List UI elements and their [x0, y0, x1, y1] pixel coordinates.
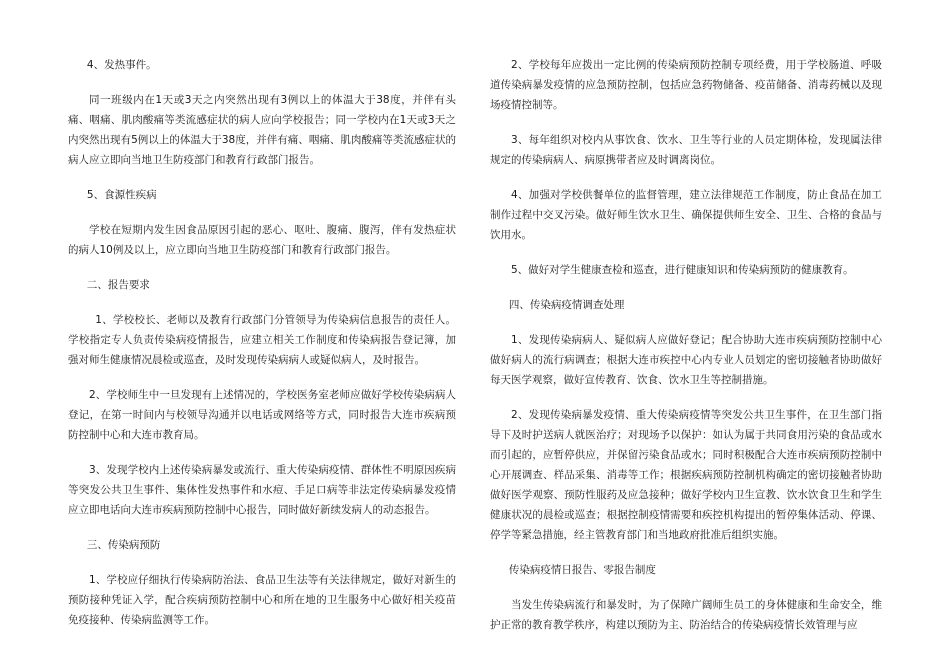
- paragraph-investigation-1: 1、发现传染病病人、疑似病人应做好登记；配合协助大连市疾病预防控制中心做好病人的流行病调查；根据大连市疾控中心内专业人员划定的密切接触者协助做好每天医学观察，做好宣传教育、饮食、饮水卫生等控制措施。: [490, 334, 882, 386]
- paragraph-report-1: 1、学校校长、老师以及教育行政部门分管领导为传染病信息报告的责任人。学校指定专人负责传染病疫情报告，应建立相关工作制度和传染病报告登记簿，加强对师生健康情况晨检或巡查，及时发现传染病病人或疑似病人，及时报告。: [68, 314, 456, 366]
- left-column: [68, 55, 456, 645]
- paragraph-fever-event: 同一班级内在1天或3天之内突然出现有3例以上的体温大于38度，并伴有头痛、咽痛、肌肉酸痛等类流感症状的病人应向学校报告；同一学校内在1天或3天之内突然出现有5例以上的体温大于38度，并伴有痛、咽痛、肌肉酸痛等类流感症状的病人应立即向当地卫生防疫部门和教育行政部门报告。: [68, 94, 456, 166]
- heading-daily-report: 传染病疫情日报告、零报告制度: [508, 564, 656, 576]
- right-column: [490, 55, 882, 635]
- heading-report-requirements: 二、报告要求: [86, 279, 150, 291]
- heading-investigation: 四、传染病疫情调查处理: [508, 299, 625, 311]
- paragraph-daily-report: 当发生传染病流行和暴发时，为了保障广阔师生员工的身体健康和生命安全，维护正常的教育教学秩序，构建以预防为主、防治结合的传染病疫情长效管理与应: [490, 599, 882, 631]
- paragraph-prevention-3: 3、每年组织对校内从事饮食、饮水、卫生等行业的人员定期体检，发现属法律规定的传染病病人、病原携带者应及时调离岗位。: [490, 134, 882, 166]
- paragraph-report-3: 3、发现学校内上述传染病暴发或流行、重大传染病疫情、群体性不明原因疾病等突发公共卫生事件、集体性发热事件和水痘、手足口病等非法定传染病暴发疫情应立即电话向大连市疾病预防控制中心报告，同时做好新续发病人的动态报告。: [68, 464, 456, 516]
- paragraph-report-2: 2、学校师生中一旦发现有上述情况的，学校医务室老师应做好学校传染病病人登记，在第一时间内与校领导沟通并以电话或网络等方式，同时报告大连市疾病预防控制中心和大连市教育局。: [68, 389, 456, 441]
- paragraph-prevention-5: 5、做好对学生健康查检和巡查，进行健康知识和传染病预防的健康教育。: [511, 264, 854, 276]
- heading-prevention: 三、传染病预防: [86, 539, 161, 551]
- paragraph-foodborne-disease: 学校在短期内发生因食品原因引起的恶心、呕吐、腹痛、腹泻，伴有发热症状的病人10例及以上，应立即向当地卫生防疫部门和教育行政部门报告。: [68, 224, 456, 256]
- paragraph-prevention-4: 4、加强对学校供餐单位的监督管理，建立法律规范工作制度，防止食品在加工制作过程中交叉污染。做好师生饮水卫生、确保提供师生安全、卫生、合格的食品与饮用水。: [490, 189, 882, 241]
- heading-foodborne-disease: 5、食源性疾病: [86, 189, 157, 201]
- paragraph-prevention-1: 1、学校应仔细执行传染病防治法、食品卫生法等有关法律规定，做好对新生的预防接种凭证入学，配合疾病预防控制中心和所在地的卫生服务中心做好相关疫苗免疫接种、传染病监测等工作。: [68, 574, 456, 626]
- heading-fever-event: 4、发热事件。: [86, 59, 157, 71]
- paragraph-prevention-2: 2、学校每年应拨出一定比例的传染病预防控制专项经费，用于学校肠道、呼吸道传染病暴发疫情的应急预防控制，包括应急药物储备、疫苗储备、消毒药械以及现场疫情控制等。: [490, 59, 882, 111]
- paragraph-investigation-2: 2、发现传染病暴发疫情、重大传染病疫情等突发公共卫生事件，在卫生部门指导下及时护送病人就医治疗；对现场予以保护：如认为属于共同食用污染的食品或水而引起的，应暂停供应，并保留污染食品或水；同时积极配合大连市疾病预防控制中心开展调查、样品采集、消毒等工作；根据疾病预防控制机构确定的密切接触者协助做好医学观察、预防性服药及应急接种；做好学校内卫生宣教、饮水饮食卫生和学生健康状况的晨检或巡查；根据控制疫情需要和疾控机构提出的暂停集体活动、停课、停学等紧急措施，经主管教育部门和当地政府批准后组织实施。: [490, 409, 882, 541]
